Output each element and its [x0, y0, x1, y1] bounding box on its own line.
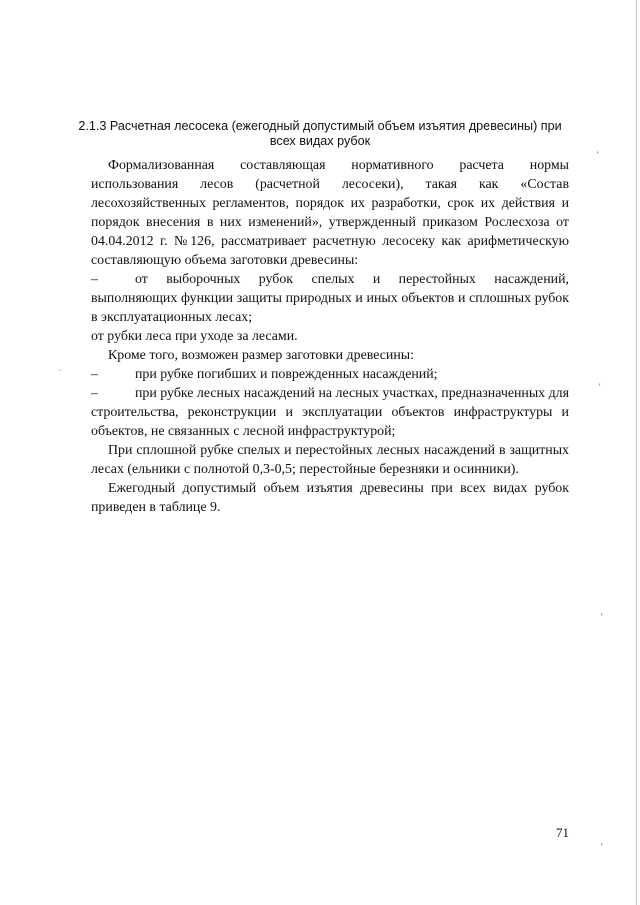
annual-paragraph: Ежегодный допустимый объем изъятия древесины при всех видах рубок приведен в таблице 9.	[91, 481, 569, 515]
section-heading	[70, 119, 570, 149]
scan-speck: ʻ	[600, 842, 604, 853]
list-item-plain: от рубки леса при уходе за лесами.	[91, 329, 298, 344]
clearcut-paragraph: При сплошной рубке спелых и перестойных лесных насаждений в защитных лесах (ельники с полнотой 0,3-0,5; перестойные березняки и осинники).	[91, 443, 569, 477]
section-heading-line-2: всех видах рубок	[269, 134, 371, 148]
list-dash: –	[91, 386, 98, 401]
list-item-text: от выборочных рубок спелых и перестойных насаждений, выполняющих функции защиты природных и иных объектов и сплошных рубок в эксплуатационных лесах;	[91, 272, 569, 325]
list-item	[91, 270, 569, 327]
list-item	[91, 384, 569, 441]
intro-paragraph: Формализованная составляющая нормативного расчета нормы использования лесов (расчетной лесосеки), такая как «Состав лесохозяйственных регламентов, порядок их разработки, срок их действия и порядок внесения в них изменений», утвержденный приказом Рослесхоза от 04.04.2012 г. №126, рассматривает расчетную лесосеку как арифметическую составляющую объема заготовки древесины:	[91, 158, 569, 268]
section-heading-line-1: 2.1.3 Расчетная лесосека (ежегодный допустимый объем изъятия древесины) при	[78, 119, 562, 133]
body-text	[91, 156, 569, 517]
scan-edge-line	[636, 0, 637, 905]
besides-paragraph: Кроме того, возможен размер заготовки древесины:	[108, 348, 414, 363]
page-number: 71	[556, 825, 569, 840]
list-item-text: при рубке лесных насаждений на лесных участках, предназначенных для строительства, реконструкции и эксплуатации объектов инфраструктуры и объектов, не связанных с лесной инфраструктурой;	[91, 386, 569, 439]
list-dash: –	[91, 272, 98, 287]
scan-speck: ¨	[58, 368, 62, 379]
list-item	[91, 365, 569, 384]
scan-speck: ʻ	[600, 612, 604, 623]
list-item-text: при рубке погибших и поврежденных насаждений;	[135, 367, 438, 382]
scan-speck: ʻ	[596, 150, 600, 161]
list-dash: –	[91, 367, 98, 382]
scan-speck: ʻ	[598, 382, 602, 393]
